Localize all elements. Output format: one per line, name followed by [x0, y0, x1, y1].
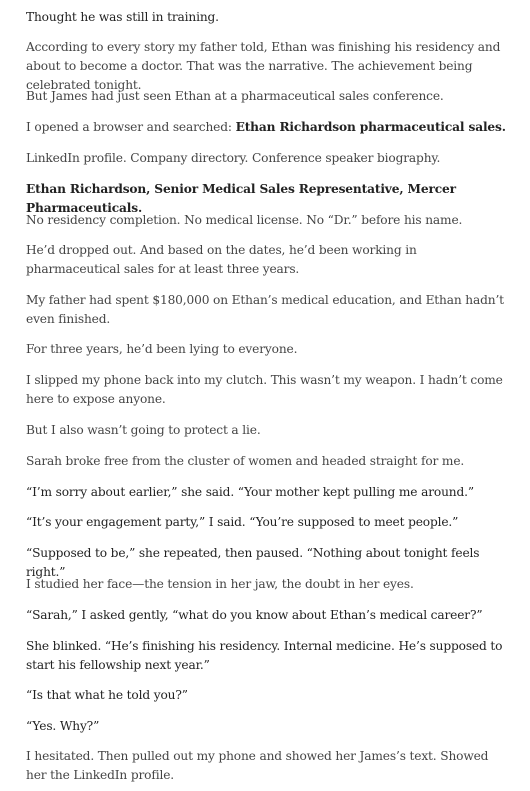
paragraph-7: No residency completion. No medical license. No “Dr.” before his name.: [26, 213, 463, 227]
paragraph-3: But James had just seen Ethan at a pharmaceutical sales conference.: [26, 89, 444, 103]
paragraph-20: “Is that what he told you?”: [26, 688, 188, 702]
paragraph-16: “Supposed to be,” she repeated, then paused. “Nothing about tonight feels right.”: [26, 546, 480, 579]
job-title: Ethan Richardson, Senior Medical Sales Representative, Mercer Pharmaceuticals.: [26, 182, 456, 215]
paragraph-22: I hesitated. Then pulled out my phone and showed her James’s text. Showed her the LinkedIn profile.: [26, 749, 489, 782]
paragraph-10: For three years, he’d been lying to everyone.: [26, 342, 298, 356]
paragraph-4: [26, 118, 508, 137]
paragraph-12: But I also wasn’t going to protect a lie.: [26, 423, 261, 437]
paragraph-8: He’d dropped out. And based on the dates, he’d been working in pharmaceutical sales for at least three years.: [26, 243, 417, 276]
paragraph-2: According to every story my father told, Ethan was finishing his residency and about to become a doctor. That was the narrative. The achievement being celebrated tonight.: [26, 40, 501, 92]
paragraph-14: “I’m sorry about earlier,” she said. “Your mother kept pulling me around.”: [26, 485, 474, 499]
paragraph-15: “It’s your engagement party,” I said. “You’re supposed to meet people.”: [26, 515, 459, 529]
paragraph-1: Thought he was still in training.: [26, 10, 219, 24]
paragraph-18: “Sarah,” I asked gently, “what do you know about Ethan’s medical career?”: [26, 608, 483, 622]
paragraph-13: Sarah broke free from the cluster of women and headed straight for me.: [26, 454, 465, 468]
paragraph-19: She blinked. “He’s finishing his residency. Internal medicine. He’s supposed to start his fellowship next year.”: [26, 639, 503, 672]
paragraph-17: I studied her face—the tension in her jaw, the doubt in her eyes.: [26, 577, 414, 591]
paragraph-5: LinkedIn profile. Company directory. Conference speaker biography.: [26, 151, 441, 165]
paragraph-9: My father had spent $180,000 on Ethan’s medical education, and Ethan hadn’t even finished.: [26, 293, 504, 326]
paragraph-4-prefix: I opened a browser and searched:: [26, 120, 236, 134]
paragraph-21: “Yes. Why?”: [26, 719, 100, 733]
paragraph-11: I slipped my phone back into my clutch. This wasn’t my weapon. I hadn’t come here to expose anyone.: [26, 373, 503, 406]
search-query: Ethan Richardson pharmaceutical sales.: [235, 120, 506, 134]
